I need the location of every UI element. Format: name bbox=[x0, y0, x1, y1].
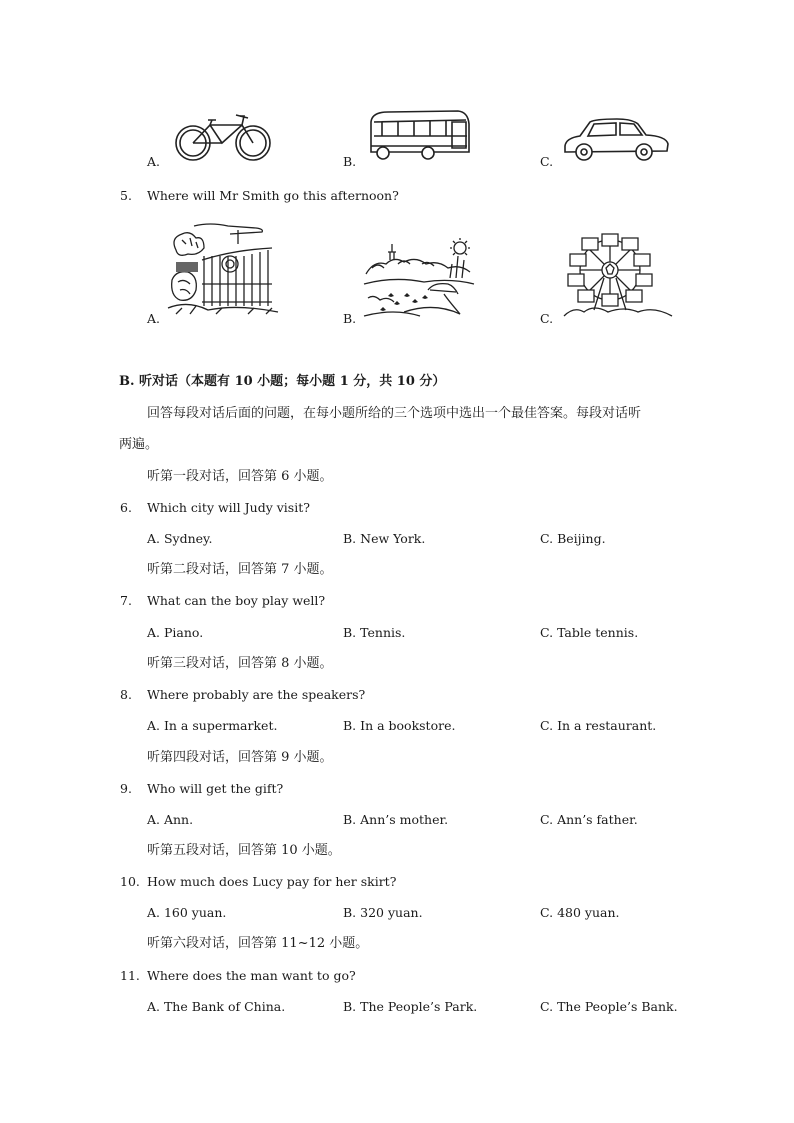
dialogue-directive: 听第一段对话，回答第 6 小题。 bbox=[147, 469, 333, 484]
q4-option-a-letter: A. bbox=[147, 154, 161, 169]
option-b: B. Ann’s mother. bbox=[343, 812, 449, 827]
question-text: What can the boy play well? bbox=[147, 593, 326, 608]
question-text: How much does Lucy pay for her skirt? bbox=[147, 874, 397, 889]
option-b: B. New York. bbox=[343, 531, 426, 546]
section-b-heading: B. 听对话（本题有 10 小题；每小题 1 分，共 10 分） bbox=[119, 374, 446, 389]
q4-option-c-letter: C. bbox=[540, 154, 554, 169]
section-b-instruction-line1: 回答每段对话后面的问题，在每小题所给的三个选项中选出一个最佳答案。每段对话听 bbox=[147, 406, 642, 421]
q5-option-b-letter: B. bbox=[343, 311, 357, 326]
dialogue-directive: 听第六段对话，回答第 11~12 小题。 bbox=[147, 936, 369, 951]
option-a: A. The Bank of China. bbox=[147, 999, 286, 1014]
option-a: A. Piano. bbox=[147, 625, 204, 640]
q5-option-c-letter: C. bbox=[540, 311, 554, 326]
bus-icon bbox=[368, 108, 471, 164]
question-number: 10. bbox=[120, 874, 140, 889]
question-number: 11. bbox=[120, 968, 140, 983]
question-number: 6. bbox=[120, 500, 132, 515]
dialogue-directive: 听第四段对话，回答第 9 小题。 bbox=[147, 750, 333, 765]
q5-option-a-letter: A. bbox=[147, 311, 161, 326]
dialogue-directive: 听第三段对话，回答第 8 小题。 bbox=[147, 656, 333, 671]
option-c: C. 480 yuan. bbox=[540, 905, 620, 920]
q4-option-b-letter: B. bbox=[343, 154, 357, 169]
question-text: Where does the man want to go? bbox=[147, 968, 356, 983]
car-icon bbox=[562, 116, 672, 164]
bicycle-icon bbox=[172, 112, 274, 162]
question-number: 8. bbox=[120, 687, 132, 702]
option-c: C. Beijing. bbox=[540, 531, 606, 546]
option-a: A. Ann. bbox=[147, 812, 194, 827]
option-a: A. In a supermarket. bbox=[147, 718, 278, 733]
question-text: Who will get the gift? bbox=[147, 781, 284, 796]
q5-question: Where will Mr Smith go this afternoon? bbox=[147, 188, 399, 203]
option-b: B. 320 yuan. bbox=[343, 905, 423, 920]
q5-number: 5. bbox=[120, 188, 132, 203]
question-text: Which city will Judy visit? bbox=[147, 500, 310, 515]
option-b: B. Tennis. bbox=[343, 625, 406, 640]
question-number: 7. bbox=[120, 593, 132, 608]
park-landscape-icon bbox=[364, 238, 474, 320]
zoo-gate-icon bbox=[168, 220, 280, 318]
option-c: C. Table tennis. bbox=[540, 625, 639, 640]
question-number: 9. bbox=[120, 781, 132, 796]
dialogue-directive: 听第二段对话，回答第 7 小题。 bbox=[147, 562, 333, 577]
option-b: B. In a bookstore. bbox=[343, 718, 456, 733]
option-a: A. Sydney. bbox=[147, 531, 213, 546]
option-c: C. In a restaurant. bbox=[540, 718, 657, 733]
option-a: A. 160 yuan. bbox=[147, 905, 227, 920]
option-c: C. The People’s Bank. bbox=[540, 999, 678, 1014]
option-c: C. Ann’s father. bbox=[540, 812, 638, 827]
ferris-wheel-icon bbox=[564, 232, 674, 320]
option-b: B. The People’s Park. bbox=[343, 999, 478, 1014]
question-text: Where probably are the speakers? bbox=[147, 687, 366, 702]
section-b-instruction-line2: 两遍。 bbox=[119, 437, 159, 452]
dialogue-directive: 听第五段对话，回答第 10 小题。 bbox=[147, 843, 341, 858]
